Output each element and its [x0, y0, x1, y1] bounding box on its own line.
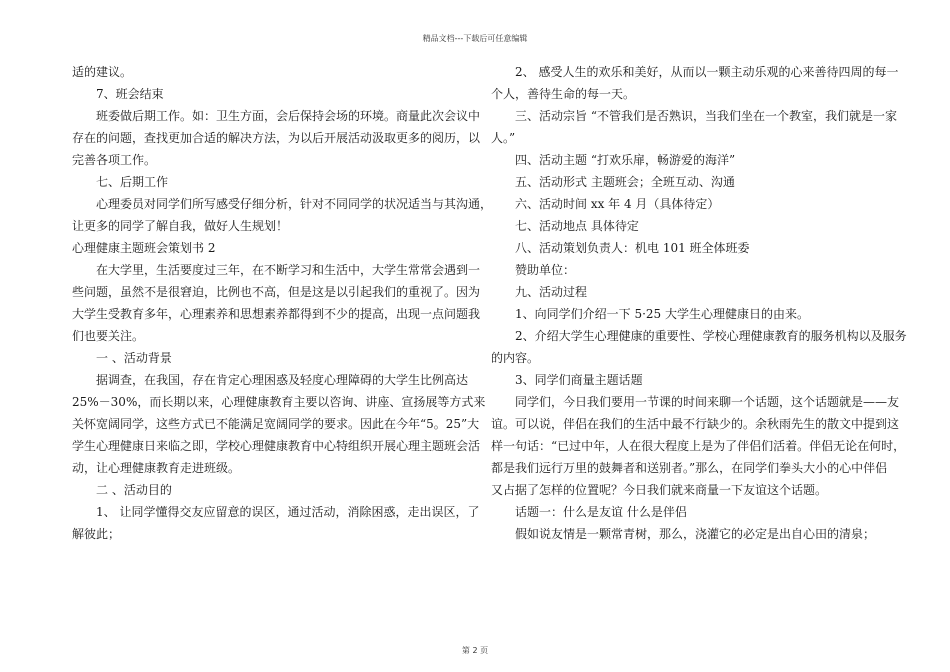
text-line: 七、后期工作: [96, 175, 169, 189]
text-line: 四、活动主题 “打欢乐扉，畅游爱的海洋”: [515, 153, 736, 167]
text-line: 话题一：什么是友谊 什么是伴侣: [515, 505, 687, 519]
text-line: 心理委员对同学们所写感受仔细分析，针对不同同学的状况适当与其沟通，: [96, 197, 493, 211]
text-line: 大学生受教育多年，心理素养和思想素养都得到不少的提高，出现一点问题我: [72, 307, 481, 321]
text-line: 三、活动宗旨 “不管我们是否熟识，当我们坐在一个教室，我们就是一家: [515, 109, 897, 123]
text-line: 7、班会结束: [96, 87, 164, 101]
text-line: 五、活动形式 主题班会；全班互动、沟通: [515, 175, 735, 189]
page-number: 第 2 页: [461, 646, 489, 655]
text-line: 人。”: [491, 131, 516, 145]
text-line: 完善各项工作。: [72, 153, 157, 167]
text-line: 动，让心理健康教育走进班级。: [72, 461, 241, 475]
text-line: 解彼此；: [72, 527, 121, 541]
text-line: 心理健康主题班会策划书 2: [72, 241, 216, 255]
text-line: 适的建议。: [72, 65, 133, 79]
text-line: 学生心理健康日来临之即，学校心理健康教育中心特组织开展心理主题班会活: [72, 439, 481, 453]
text-line: 假如说友情是一颗常青树，那么，浇灌它的必定是出自心田的清泉；: [515, 527, 876, 541]
text-line: 都是我们远行万里的鼓舞者和送别者。”那么，在同学们拳头大小的心中伴侣: [491, 461, 888, 475]
text-line: 二 、活动目的: [96, 483, 172, 497]
text-line: 同学们，今日我们要用一节课的时间来聊一个话题，这个话题就是——友: [515, 395, 900, 409]
right-column: [491, 62, 907, 546]
text-line: 个人，善待生命的每一天。: [491, 87, 636, 101]
text-line: 3、同学们商量主题话题: [515, 373, 643, 387]
text-line: 样一句话：“已过中年，人在很大程度上是为了伴侣们活着。伴侣无论在何时，: [491, 439, 906, 453]
text-line: 存在的问题，查找更加合适的解决方法，为以后开展活动汲取更多的阅历，以: [72, 131, 481, 145]
text-line: 七、活动地点 具体待定: [515, 219, 639, 233]
text-line: 谊。可以说，伴侣在我们的生活中最不行缺少的。余秋雨先生的散文中提到这: [491, 417, 900, 431]
text-line: 2、介绍大学生心理健康的重要性、学校心理健康教育的服务机构以及服务: [515, 329, 907, 343]
page-header: 精品文档---下载后可任意编辑: [422, 34, 528, 43]
text-line: 八、活动策划负责人：机电 101 班全体班委: [515, 241, 750, 255]
text-line: 九、活动过程: [515, 285, 588, 299]
text-line: 据调查，在我国，存在肯定心理困惑及轻度心理障碍的大学生比例高达: [96, 373, 469, 387]
left-column: [72, 62, 493, 546]
text-line: 们也要关注。: [72, 329, 145, 343]
text-line: 赞助单位：: [515, 263, 576, 277]
text-line: 又占据了怎样的位置呢？今日我们就来商量一下友谊这个话题。: [491, 483, 828, 497]
text-line: 关怀宽阔同学，这些方式已不能满足宽阔同学的要求。因此在今年“5。25”大: [72, 417, 480, 431]
text-line: 班委做后期工作。如：卫生方面，会后保持会场的环境。商量此次会议中: [96, 109, 481, 123]
text-line: 些问题，虽然不是很窘迫，比例也不高，但是这是以引起我们的重视了。因为: [72, 285, 481, 299]
text-line: 六、活动时间 xx 年 4 月（具体待定）: [515, 197, 720, 211]
text-line: 1、 让同学懂得交友应留意的误区，通过活动，消除困惑，走出误区，了: [96, 505, 480, 519]
text-line: 1、向同学们介绍一下 5·25 大学生心理健康日的由来。: [515, 307, 809, 321]
text-line: 25%－30%，而长期以来，心理健康教育主要以咨询、讲座、宣扬展等方式来: [72, 395, 486, 409]
text-line: 在大学里，生活要度过三年，在不断学习和生活中，大学生常常会遇到一: [96, 263, 481, 277]
text-line: 让更多的同学了解自我，做好人生规划！: [72, 219, 289, 233]
text-line: 的内容。: [491, 351, 540, 365]
text-line: 2、 感受人生的欢乐和美好，从而以一颗主动乐观的心来善待四周的每一: [515, 65, 899, 79]
text-line: 一 、活动背景: [96, 351, 172, 365]
